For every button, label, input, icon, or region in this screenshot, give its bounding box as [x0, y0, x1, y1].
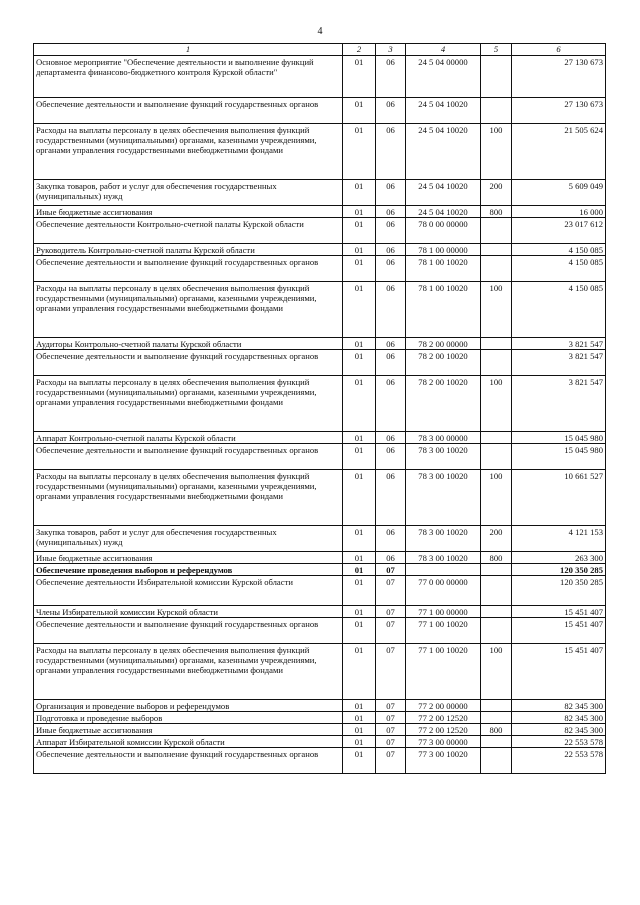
row-name-cell: Обеспечение деятельности и выполнение функций государственных органов	[34, 98, 343, 124]
row-name-cell: Основное мероприятие "Обеспечение деятельности и выполнение функций департамента финансово-бюджетного контроля Курской области"	[34, 56, 343, 98]
row-code-cell: 77 2 00 12520	[406, 712, 481, 724]
row-subsection-cell: 07	[376, 644, 406, 700]
row-sum-cell: 120 350 285	[512, 564, 606, 576]
row-type-cell: 100	[481, 376, 512, 432]
row-code-cell: 78 3 00 10020	[406, 552, 481, 564]
row-type-cell	[481, 700, 512, 712]
row-sum-cell: 27 130 673	[512, 98, 606, 124]
table-row	[34, 206, 606, 218]
row-sum-cell: 4 150 085	[512, 244, 606, 256]
row-section-cell: 01	[343, 124, 376, 180]
row-type-cell	[481, 748, 512, 774]
row-sum-cell: 23 017 612	[512, 218, 606, 244]
row-type-cell: 100	[481, 644, 512, 700]
row-section-cell: 01	[343, 98, 376, 124]
row-type-cell	[481, 618, 512, 644]
row-name-cell: Иные бюджетные ассигнования	[34, 206, 343, 218]
row-type-cell: 800	[481, 724, 512, 736]
row-sum-cell: 3 821 547	[512, 338, 606, 350]
row-section-cell: 01	[343, 552, 376, 564]
row-section-cell: 01	[343, 576, 376, 606]
row-subsection-cell: 06	[376, 552, 406, 564]
row-code-cell: 24 5 04 10020	[406, 124, 481, 180]
row-subsection-cell: 06	[376, 338, 406, 350]
table-row	[34, 350, 606, 376]
table-row	[34, 724, 606, 736]
row-code-cell: 77 2 00 00000	[406, 700, 481, 712]
row-sum-cell: 120 350 285	[512, 576, 606, 606]
row-subsection-cell: 06	[376, 444, 406, 470]
row-sum-cell: 3 821 547	[512, 376, 606, 432]
row-type-cell	[481, 576, 512, 606]
row-code-cell: 77 2 00 12520	[406, 724, 481, 736]
row-code-cell: 78 3 00 10020	[406, 444, 481, 470]
row-name-cell: Иные бюджетные ассигнования	[34, 552, 343, 564]
row-code-cell: 78 0 00 00000	[406, 218, 481, 244]
row-name-cell: Закупка товаров, работ и услуг для обеспечения государственных (муниципальных) нужд	[34, 526, 343, 552]
row-section-cell: 01	[343, 526, 376, 552]
row-type-cell	[481, 350, 512, 376]
table-row	[34, 606, 606, 618]
row-name-cell: Обеспечение деятельности и выполнение функций государственных органов	[34, 618, 343, 644]
row-subsection-cell: 06	[376, 56, 406, 98]
row-type-cell	[481, 256, 512, 282]
row-subsection-cell: 07	[376, 748, 406, 774]
row-subsection-cell: 07	[376, 700, 406, 712]
row-code-cell: 78 3 00 10020	[406, 470, 481, 526]
row-name-cell: Обеспечение деятельности Контрольно-счетной палаты Курской области	[34, 218, 343, 244]
row-code-cell: 78 1 00 10020	[406, 256, 481, 282]
row-type-cell	[481, 712, 512, 724]
row-name-cell: Расходы на выплаты персоналу в целях обеспечения выполнения функций государственными (муниципальными) органами, казенными учреждениями, органами управления государственными внебюджетными фондами	[34, 124, 343, 180]
table-row	[34, 526, 606, 552]
row-sum-cell: 82 345 300	[512, 724, 606, 736]
row-name-cell: Подготовка и проведение выборов	[34, 712, 343, 724]
table-body	[34, 56, 606, 774]
row-section-cell: 01	[343, 180, 376, 206]
page-number: 4	[317, 26, 323, 37]
row-type-cell: 100	[481, 124, 512, 180]
row-sum-cell: 15 451 407	[512, 618, 606, 644]
column-header-name: 1	[34, 44, 343, 56]
row-code-cell: 24 5 04 10020	[406, 206, 481, 218]
table-row	[34, 748, 606, 774]
row-section-cell: 01	[343, 724, 376, 736]
row-section-cell: 01	[343, 206, 376, 218]
row-section-cell: 01	[343, 564, 376, 576]
row-subsection-cell: 07	[376, 576, 406, 606]
row-sum-cell: 4 121 153	[512, 526, 606, 552]
table-row	[34, 552, 606, 564]
row-section-cell: 01	[343, 218, 376, 244]
table-row	[34, 180, 606, 206]
row-sum-cell: 22 553 578	[512, 748, 606, 774]
row-sum-cell: 15 045 980	[512, 444, 606, 470]
table-row	[34, 432, 606, 444]
row-subsection-cell: 06	[376, 376, 406, 432]
table-row	[34, 282, 606, 338]
table-row	[34, 576, 606, 606]
row-sum-cell: 16 000	[512, 206, 606, 218]
row-sum-cell: 82 345 300	[512, 712, 606, 724]
row-code-cell: 77 0 00 00000	[406, 576, 481, 606]
row-subsection-cell: 07	[376, 724, 406, 736]
row-name-cell: Аудиторы Контрольно-счетной палаты Курской области	[34, 338, 343, 350]
row-section-cell: 01	[343, 376, 376, 432]
row-type-cell	[481, 564, 512, 576]
row-subsection-cell: 06	[376, 350, 406, 376]
table-row	[34, 712, 606, 724]
row-section-cell: 01	[343, 256, 376, 282]
row-section-cell: 01	[343, 606, 376, 618]
row-subsection-cell: 06	[376, 432, 406, 444]
row-subsection-cell: 06	[376, 206, 406, 218]
row-name-cell: Закупка товаров, работ и услуг для обеспечения государственных (муниципальных) нужд	[34, 180, 343, 206]
row-subsection-cell: 06	[376, 124, 406, 180]
row-code-cell: 24 5 04 00000	[406, 56, 481, 98]
column-header-code: 4	[406, 44, 481, 56]
row-section-cell: 01	[343, 748, 376, 774]
table-row	[34, 644, 606, 700]
row-section-cell: 01	[343, 444, 376, 470]
row-section-cell: 01	[343, 700, 376, 712]
row-subsection-cell: 06	[376, 244, 406, 256]
row-type-cell	[481, 606, 512, 618]
row-sum-cell: 4 150 085	[512, 282, 606, 338]
row-subsection-cell: 07	[376, 606, 406, 618]
row-code-cell: 78 3 00 10020	[406, 526, 481, 552]
row-type-cell: 800	[481, 206, 512, 218]
row-subsection-cell: 06	[376, 470, 406, 526]
row-code-cell: 77 1 00 10020	[406, 618, 481, 644]
row-subsection-cell: 06	[376, 526, 406, 552]
row-type-cell: 800	[481, 552, 512, 564]
row-section-cell: 01	[343, 618, 376, 644]
row-type-cell	[481, 98, 512, 124]
row-name-cell: Обеспечение деятельности и выполнение функций государственных органов	[34, 256, 343, 282]
row-type-cell	[481, 444, 512, 470]
row-code-cell: 24 5 04 10020	[406, 98, 481, 124]
row-name-cell: Обеспечение деятельности Избирательной комиссии Курской области	[34, 576, 343, 606]
row-code-cell: 78 2 00 10020	[406, 376, 481, 432]
row-type-cell: 100	[481, 282, 512, 338]
row-section-cell: 01	[343, 350, 376, 376]
table-row	[34, 444, 606, 470]
row-section-cell: 01	[343, 736, 376, 748]
row-name-cell: Члены Избирательной комиссии Курской области	[34, 606, 343, 618]
row-name-cell: Расходы на выплаты персоналу в целях обеспечения выполнения функций государственными (муниципальными) органами, казенными учреждениями, органами управления государственными внебюджетными фондами	[34, 282, 343, 338]
row-name-cell: Обеспечение деятельности и выполнение функций государственных органов	[34, 748, 343, 774]
table-row	[34, 564, 606, 576]
row-sum-cell: 10 661 527	[512, 470, 606, 526]
row-code-cell: 24 5 04 10020	[406, 180, 481, 206]
table-row	[34, 376, 606, 432]
row-section-cell: 01	[343, 432, 376, 444]
column-header-sum: 6	[512, 44, 606, 56]
row-code-cell: 77 3 00 10020	[406, 748, 481, 774]
row-sum-cell: 82 345 300	[512, 700, 606, 712]
row-subsection-cell: 07	[376, 712, 406, 724]
row-sum-cell: 27 130 673	[512, 56, 606, 98]
table-row	[34, 244, 606, 256]
row-sum-cell: 21 505 624	[512, 124, 606, 180]
row-type-cell	[481, 736, 512, 748]
row-section-cell: 01	[343, 56, 376, 98]
row-type-cell: 100	[481, 470, 512, 526]
row-code-cell: 77 3 00 00000	[406, 736, 481, 748]
row-subsection-cell: 06	[376, 180, 406, 206]
row-name-cell: Расходы на выплаты персоналу в целях обеспечения выполнения функций государственными (муниципальными) органами, казенными учреждениями, органами управления государственными внебюджетными фондами	[34, 644, 343, 700]
row-type-cell: 200	[481, 180, 512, 206]
row-type-cell	[481, 218, 512, 244]
row-name-cell: Иные бюджетные ассигнования	[34, 724, 343, 736]
row-section-cell: 01	[343, 338, 376, 350]
table-row	[34, 700, 606, 712]
row-type-cell: 200	[481, 526, 512, 552]
table-row	[34, 98, 606, 124]
table-row	[34, 56, 606, 98]
row-name-cell: Расходы на выплаты персоналу в целях обеспечения выполнения функций государственными (муниципальными) органами, казенными учреждениями, органами управления государственными внебюджетными фондами	[34, 376, 343, 432]
row-subsection-cell: 07	[376, 618, 406, 644]
table-row	[34, 256, 606, 282]
row-code-cell: 78 1 00 10020	[406, 282, 481, 338]
table-row	[34, 470, 606, 526]
column-header-subsection: 3	[376, 44, 406, 56]
row-code-cell: 77 1 00 10020	[406, 644, 481, 700]
row-section-cell: 01	[343, 712, 376, 724]
row-name-cell: Расходы на выплаты персоналу в целях обеспечения выполнения функций государственными (муниципальными) органами, казенными учреждениями, органами управления государственными внебюджетными фондами	[34, 470, 343, 526]
row-subsection-cell: 06	[376, 98, 406, 124]
row-name-cell: Обеспечение деятельности и выполнение функций государственных органов	[34, 350, 343, 376]
table-row	[34, 736, 606, 748]
row-sum-cell: 22 553 578	[512, 736, 606, 748]
row-name-cell: Аппарат Избирательной комиссии Курской области	[34, 736, 343, 748]
row-name-cell: Организация и проведение выборов и референдумов	[34, 700, 343, 712]
row-sum-cell: 15 045 980	[512, 432, 606, 444]
row-sum-cell: 263 300	[512, 552, 606, 564]
row-sum-cell: 5 609 049	[512, 180, 606, 206]
table-row	[34, 338, 606, 350]
budget-table	[33, 43, 606, 774]
header-row	[34, 44, 606, 56]
row-code-cell: 77 1 00 00000	[406, 606, 481, 618]
row-name-cell: Руководитель Контрольно-счетной палаты Курской области	[34, 244, 343, 256]
column-header-type: 5	[481, 44, 512, 56]
row-sum-cell: 15 451 407	[512, 606, 606, 618]
row-code-cell: 78 2 00 00000	[406, 338, 481, 350]
row-code-cell: 78 2 00 10020	[406, 350, 481, 376]
row-subsection-cell: 07	[376, 736, 406, 748]
row-code-cell: 78 1 00 00000	[406, 244, 481, 256]
row-subsection-cell: 06	[376, 218, 406, 244]
row-type-cell	[481, 56, 512, 98]
row-section-cell: 01	[343, 470, 376, 526]
table-row	[34, 618, 606, 644]
row-sum-cell: 3 821 547	[512, 350, 606, 376]
row-name-cell: Обеспечение деятельности и выполнение функций государственных органов	[34, 444, 343, 470]
row-type-cell	[481, 432, 512, 444]
row-section-cell: 01	[343, 244, 376, 256]
row-code-cell	[406, 564, 481, 576]
row-subsection-cell: 07	[376, 564, 406, 576]
column-header-section: 2	[343, 44, 376, 56]
row-name-cell: Аппарат Контрольно-счетной палаты Курской области	[34, 432, 343, 444]
row-code-cell: 78 3 00 00000	[406, 432, 481, 444]
row-section-cell: 01	[343, 282, 376, 338]
row-section-cell: 01	[343, 644, 376, 700]
row-type-cell	[481, 244, 512, 256]
table-row	[34, 124, 606, 180]
row-type-cell	[481, 338, 512, 350]
row-subsection-cell: 06	[376, 256, 406, 282]
table-row	[34, 218, 606, 244]
row-subsection-cell: 06	[376, 282, 406, 338]
row-name-cell: Обеспечение проведения выборов и референдумов	[34, 564, 343, 576]
row-sum-cell: 4 150 085	[512, 256, 606, 282]
row-sum-cell: 15 451 407	[512, 644, 606, 700]
